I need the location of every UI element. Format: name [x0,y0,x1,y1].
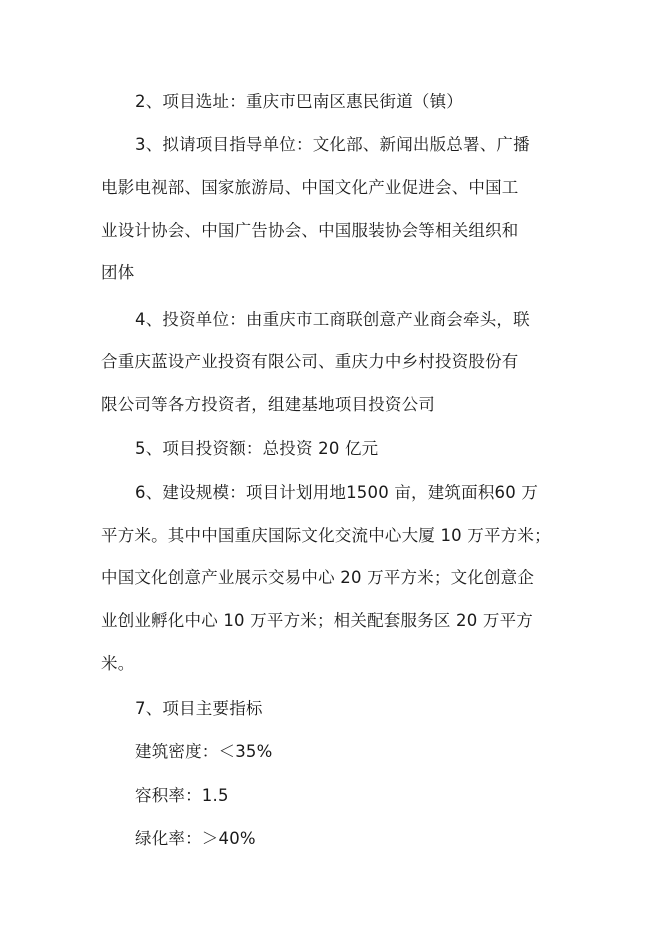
text-line: 7、项目主要指标 [135,699,263,718]
text-line: 4、投资单位：由重庆市工商联创意产业商会牵头，联 [135,310,530,329]
text-line: 团体 [101,263,135,282]
text-line: 米。 [101,654,135,673]
text-line: 建筑密度：＜35% [135,742,273,761]
text-line: 业创业孵化中心 10 万平方米；相关配套服务区 20 万平方 [101,611,533,630]
text-line: 2、项目选址：重庆市巴南区惠民街道（镇） [135,92,463,111]
text-line: 6、建设规模：项目计划用地1500 亩，建筑面积60 万 [135,483,539,502]
text-line: 容积率：1.5 [135,786,229,805]
text-line: 合重庆蓝设产业投资有限公司、重庆力中乡村投资股份有 [101,352,519,371]
text-line: 电影电视部、国家旅游局、中国文化产业促进会、中国工 [101,178,519,197]
text-line: 绿化率：＞40% [135,829,256,848]
text-line: 限公司等各方投资者，组建基地项目投资公司 [101,395,435,414]
text-line: 业设计协会、中国广告协会、中国服装协会等相关组织和 [101,221,519,240]
text-line: 3、拟请项目指导单位：文化部、新闻出版总署、广播 [135,135,530,154]
text-line: 中国文化创意产业展示交易中心 20 万平方米；文化创意企 [101,568,535,587]
text-line: 平方米。其中中国重庆国际文化交流中心大厦 10 万平方米； [101,526,551,545]
text-line: 5、项目投资额：总投资 20 亿元 [135,439,379,458]
